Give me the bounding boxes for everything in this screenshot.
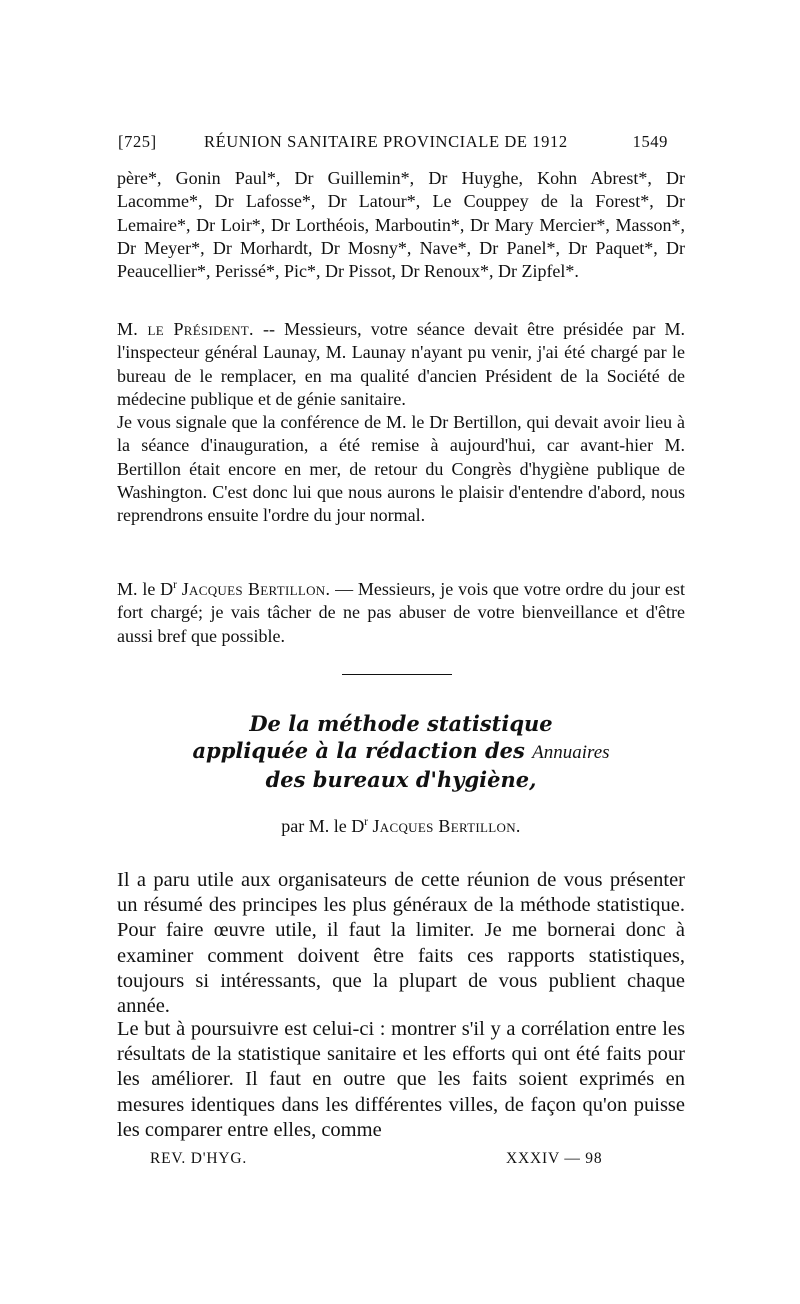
page-footer bbox=[150, 1150, 630, 1174]
running-header bbox=[118, 132, 668, 156]
bertillon-text: — Messieurs, je vois que votre ordre du jour est fort chargé; je vais tâcher de ne pas abuser de votre bienveillance et d'être aussi bref que possible. bbox=[117, 579, 686, 646]
speaker-prefix: M. le D bbox=[117, 579, 174, 599]
bertillon-speech bbox=[117, 578, 685, 648]
title-annuaires: Annuaires bbox=[532, 742, 610, 763]
president-speech bbox=[117, 318, 685, 528]
president-text-1: -- Messieurs, votre séance devait être présidée par M. l'inspecteur général Launay, M. Launay n'ayant pu venir, j'ai été chargé par le bureau de le remplacer, en ma qualité d'ancien Président de la Société de médecine publique et de génie sanitaire. bbox=[117, 319, 685, 409]
attendee-list: père*, Gonin Paul*, Dr Guillemin*, Dr Huyghe, Kohn Abrest*, Dr Lacomme*, Dr Lafosse*, Dr Latour*, Le Couppey de la Forest*, Dr Lemaire*, Dr Loir*, Dr Lorthéois, Marboutin*, Dr Mary Mercier*, Masson*, Dr Meyer*, Dr Morhardt, Dr Mosny*, Nave*, Dr Panel*, Dr Paquet*, Dr Peaucellier*, Perissé*, Pic*, Dr Pissot, Dr Renoux*, Dr Zipfel*. bbox=[117, 168, 685, 282]
title-line-2 bbox=[117, 737, 685, 766]
speaker-sup: r bbox=[173, 579, 177, 591]
bracketed-page-number: [725] bbox=[118, 132, 157, 151]
president-paragraph-1 bbox=[117, 318, 685, 411]
title-line-2-text: appliquée à la rédaction des bbox=[192, 738, 525, 763]
byline-sup: r bbox=[364, 816, 368, 828]
article-byline bbox=[117, 816, 685, 837]
byline-name: Jacques Bertillon. bbox=[372, 816, 521, 836]
president-paragraph-2: Je vous signale que la conférence de M. le Dr Bertillon, qui devait avoir lieu à la séance d'inauguration, a été remise à aujourd'hui, car avant-hier M. Bertillon était encore en mer, de retour du Congrès d'hygiène publique de Washington. C'est donc lui que nous aurons le plaisir d'entendre d'abord, nous reprendrons ensuite l'ordre du jour normal. bbox=[117, 412, 685, 526]
article-paragraph-2: Le but à poursuivre est celui-ci : montrer s'il y a corrélation entre les résultats de la statistique sanitaire et les efforts qui ont été faits pour les améliorer. Il faut en outre que les faits soient exprimés en mesures identiques dans les différentes villes, de façon qu'on puisse les comparer entre elles, comme bbox=[117, 1018, 685, 1141]
article-paragraph-1: Il a paru utile aux organisateurs de cette réunion de vous présenter un résumé des principes les plus généraux de la méthode statistique. Pour faire œuvre utile, il faut la limiter. Je me bornerai donc à examiner comment doivent être faits ces rapports statistiques, toujours si intéressants, que la plupart de vous publient chaque année. bbox=[117, 869, 685, 1018]
speaker-president: M. le Président. bbox=[117, 319, 254, 339]
title-line-3: des bureaux d'hygiène, bbox=[265, 767, 537, 792]
section-divider bbox=[342, 674, 452, 675]
speaker-bertillon: Jacques Bertillon. bbox=[181, 579, 331, 599]
running-title: RÉUNION SANITAIRE PROVINCIALE DE 1912 bbox=[204, 132, 568, 151]
page-number: 1549 bbox=[632, 132, 668, 151]
article-title bbox=[117, 710, 685, 793]
volume-signature: XXXIV — 98 bbox=[506, 1150, 603, 1167]
title-line-1: De la méthode statistique bbox=[249, 711, 553, 736]
journal-signature: REV. D'HYG. bbox=[150, 1150, 247, 1167]
byline-prefix: par M. le D bbox=[281, 816, 365, 836]
